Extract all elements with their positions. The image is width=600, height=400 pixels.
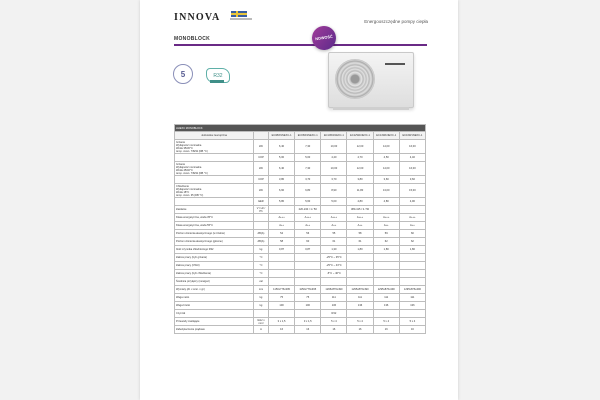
value-cell: 1,80 [399,246,425,254]
value-cell: 5 x 4 [399,318,425,326]
table-row [175,162,426,176]
value-cell: 16 [321,326,347,334]
table-row [175,154,426,162]
unit-base [333,107,409,110]
unit-cell: A [254,326,269,334]
param-cell: Chłodzenie Wydajność nominalna Woda 18°C temp. zewn. 35 (DB °C) [175,184,254,198]
value-cell [347,278,373,286]
value-cell: 1,30 [321,246,347,254]
param-cell: Zakres pracy (CWU) [175,262,254,270]
column-header: EC06W1NEXC-1 [295,132,321,140]
value-cell: 1295x876x490 [321,286,347,294]
accent-divider [174,44,427,46]
value-cell: 111 [321,294,347,302]
value-cell: 3 x 1,5 [269,318,295,326]
table-row [175,140,426,154]
value-cell [295,270,321,278]
table-row [175,206,426,214]
param-cell: Zakres pracy (tryb grzania) [175,254,254,262]
value-cell: 5 x 4 [321,318,347,326]
value-cell: 7,30 [295,140,321,154]
value-cell: 16 [347,326,373,334]
table-row [175,214,426,222]
value-cell: 1,80 [373,246,399,254]
unit-cell: mm [254,286,269,294]
value-cell [399,270,425,278]
unit-cell: kW [254,162,269,176]
value-cell: 54 [269,230,295,238]
param-cell: Zakres pracy (tryb chłodzenia) [175,270,254,278]
value-cell [399,310,425,318]
value-cell: 58 [347,230,373,238]
column-header [254,132,269,140]
value-cell: 55 [321,230,347,238]
value-cell: 10,00 [321,140,347,154]
value-cell: 1295x876x490 [347,286,373,294]
value-cell: 12,00 [347,140,373,154]
value-cell [399,254,425,262]
value-cell: 4,80 [373,198,399,206]
table-row [175,246,426,254]
value-cell: A+++ [399,214,425,222]
value-cell: A++ [269,222,295,230]
param-cell: Zasilanie [175,206,254,214]
value-cell [399,262,425,270]
value-cell: 3,70 [295,176,321,184]
value-cell: A+++ [321,214,347,222]
value-cell [269,278,295,286]
value-cell: 0,87 [295,246,321,254]
value-cell: 1295x876x490 [399,286,425,294]
value-cell: 5,80 [269,198,295,206]
value-cell: 4,40 [399,154,425,162]
value-cell [269,206,295,214]
value-cell: 16 [399,326,425,334]
value-cell: 10,00 [321,162,347,176]
product-sheet [140,0,458,400]
value-cell: 62 [399,238,425,246]
value-cell: 75 [295,294,321,302]
value-cell: A+++ [295,214,321,222]
value-cell: 1,80 [347,246,373,254]
value-cell: 4,80 [347,198,373,206]
value-cell: A+++ [347,214,373,222]
value-cell: 11,80 [347,184,373,198]
value-cell: 14,00 [373,162,399,176]
table-row [175,262,426,270]
table-row [175,326,426,334]
value-cell [373,254,399,262]
flag-icon [231,11,247,17]
value-cell: 6,40 [269,140,295,154]
value-cell: 111 [373,294,399,302]
unit-cell: °C [254,254,269,262]
param-cell: Średnica przyłączy (rura/gaz) [175,278,254,286]
brand-logo: INNOVA [174,12,221,23]
flag-caption [230,18,252,20]
warranty-badge: 5 [173,64,193,84]
value-cell [347,310,373,318]
table-row [175,230,426,238]
value-cell: 6,60 [269,184,295,198]
value-cell: 111 [347,294,373,302]
value-cell: 16,00 [399,140,425,154]
value-cell [269,310,295,318]
table-row [175,310,426,318]
unit-cell: Ilość x mm² [254,318,269,326]
value-cell: A++ [399,222,425,230]
value-cell [373,270,399,278]
value-cell: 136 [373,302,399,310]
param-cell: Przewody zasilające [175,318,254,326]
value-cell [295,278,321,286]
param-cell: Klasa energetyczna, woda 35°C [175,214,254,222]
value-cell: 100 [269,302,295,310]
param-cell [175,198,254,206]
table-row [175,184,426,198]
value-cell: 4,40 [321,154,347,162]
spec-table [174,124,426,334]
value-cell: A+++ [373,214,399,222]
value-cell: 136 [321,302,347,310]
value-cell: 3,60 [373,176,399,184]
column-header: EC08W1NEXC-1 [269,132,295,140]
value-cell: 0,87 [269,246,295,254]
value-cell: 5,60 [295,198,321,206]
value-cell: 58 [269,238,295,246]
param-cell: Poziom ciśnienia akustycznego (w trzebie) [175,230,254,238]
param-cell: Klasa energetyczna, woda 55°C [175,222,254,230]
value-cell: 5,00 [321,198,347,206]
value-cell: 1295x876x490 [373,286,399,294]
value-cell: -5°C ~ 46°C [321,270,347,278]
value-cell: 3 x 1,5 [295,318,321,326]
value-cell [373,206,399,214]
value-cell: 5 x 4 [373,318,399,326]
value-cell: 59 [373,230,399,238]
column-header: EC10W1NEXC-1 [321,132,347,140]
param-cell: Czynnik [175,310,254,318]
value-cell: 3,80 [269,176,295,184]
unit-cell: dB(A) [254,238,269,246]
table-row [175,238,426,246]
value-cell: -25°C ~ 35°C [321,254,347,262]
value-cell: 5 x 4 [347,318,373,326]
value-cell: 4,70 [347,154,373,162]
value-cell: 60 [399,230,425,238]
value-cell: 56 [295,230,321,238]
param-cell [175,154,254,162]
value-cell: 13,00 [373,184,399,198]
param-cell: Waga brutto [175,302,254,310]
value-cell [321,206,347,214]
value-cell [373,262,399,270]
section-title: MONOBLOCK [174,36,211,42]
unit-cell: kW [254,184,269,198]
value-cell: 136 [399,302,425,310]
unit-cell: kg [254,302,269,310]
value-cell: 61 [321,238,347,246]
table-row [175,302,426,310]
table-row [175,198,426,206]
unit-cell: dB(A) [254,230,269,238]
value-cell: -25°C ~ 43°C [321,262,347,270]
fan-grille-icon [335,59,375,99]
value-cell: 12,00 [347,162,373,176]
value-cell: 5,00 [295,154,321,162]
param-cell: Grzanie Wydajność nominalna Woda 35/30°C temp. zewn. 7/6kW (DB °C) [175,140,254,154]
value-cell [321,278,347,286]
value-cell: 100 [295,302,321,310]
value-cell: 1150x776x395 [269,286,295,294]
table-row [175,278,426,286]
value-cell: 380-415 / 3 / 50 [347,206,373,214]
table-row [175,318,426,326]
unit-cell: °C [254,270,269,278]
table-row [175,222,426,230]
value-cell: 16 [373,326,399,334]
value-cell: 8,90 [321,184,347,198]
param-cell [175,176,254,184]
unit-cell: kg [254,294,269,302]
value-cell [347,270,373,278]
value-cell: 16 [295,326,321,334]
table-row [175,294,426,302]
unit-logo-mark [385,63,405,65]
value-cell [269,262,295,270]
value-cell [347,262,373,270]
refrigerant-badge-strip [210,80,224,83]
table-row [175,270,426,278]
new-badge: NOWOŚĆ [310,24,337,51]
value-cell [295,254,321,262]
value-cell: 4,50 [373,154,399,162]
heat-pump-unit-image [328,52,414,108]
column-header: Jednostka zewnętrzna [175,132,254,140]
value-cell: 3,70 [321,176,347,184]
value-cell: 7,30 [295,162,321,176]
value-cell [269,254,295,262]
value-cell: A+++ [269,214,295,222]
value-cell [373,278,399,286]
unit-cell: kW [254,140,269,154]
param-cell: Wymiary (dł. x szer. x gł.) [175,286,254,294]
unit-cell: COP [254,154,269,162]
param-cell: Poziom ciśnienia akustycznego (głowne) [175,238,254,246]
unit-cell: °C [254,262,269,270]
value-cell: R32 [321,310,347,318]
value-cell [373,310,399,318]
value-cell: 6,80 [295,184,321,198]
value-cell: 6,40 [269,162,295,176]
unit-cell: kg [254,246,269,254]
column-header: EC12W1NEXC-1 [347,132,373,140]
value-cell: 14,00 [373,140,399,154]
value-cell: 220-240 / 1 / 50 [295,206,321,214]
value-cell: 62 [373,238,399,246]
param-cell: Waga netto [175,294,254,302]
value-cell: 60 [295,238,321,246]
param-cell: Grzanie Wydajność nominalna Woda 45/40°C temp. zewn. 7/6kW (DB °C) [175,162,254,176]
value-cell: 61 [347,238,373,246]
value-cell: A++ [295,222,321,230]
value-cell: 3,60 [399,176,425,184]
value-cell: 136 [347,302,373,310]
unit-cell [254,214,269,222]
value-cell: 75 [269,294,295,302]
table-row [175,286,426,294]
value-cell: 16 [269,326,295,334]
value-cell [399,278,425,286]
param-cell: Zabezpieczenie prądowe [175,326,254,334]
unit-cell: COP [254,176,269,184]
value-cell: 3,80 [347,176,373,184]
value-cell: 1150x776x395 [295,286,321,294]
table-row [175,176,426,184]
unit-cell: V / Hz / Ph [254,206,269,214]
value-cell [295,310,321,318]
value-cell: A++ [373,222,399,230]
spec-table-body [175,140,426,334]
value-cell: A++ [321,222,347,230]
unit-cell: cal [254,278,269,286]
value-cell: 111 [399,294,425,302]
refrigerant-badge: R32 [206,68,230,83]
unit-cell [254,222,269,230]
value-cell [295,262,321,270]
column-header: EC16W1NEXC-1 [399,132,425,140]
table-row [175,254,426,262]
spec-table-header-row [175,132,426,140]
value-cell [347,254,373,262]
spec-table-title: HHEXC MONOBLOCK [175,125,426,132]
value-cell: 15,00 [399,184,425,198]
tagline: Energooszczędne pompy ciepła [364,19,428,24]
value-cell: 4,90 [399,198,425,206]
value-cell: 16,00 [399,162,425,176]
value-cell [399,206,425,214]
column-header: EC14W1NEXC-1 [373,132,399,140]
value-cell: A++ [347,222,373,230]
unit-cell [254,310,269,318]
value-cell: 5,00 [269,154,295,162]
value-cell [269,270,295,278]
unit-cell: EER [254,198,269,206]
param-cell: Ilość czynnika chłodniczego R32 [175,246,254,254]
